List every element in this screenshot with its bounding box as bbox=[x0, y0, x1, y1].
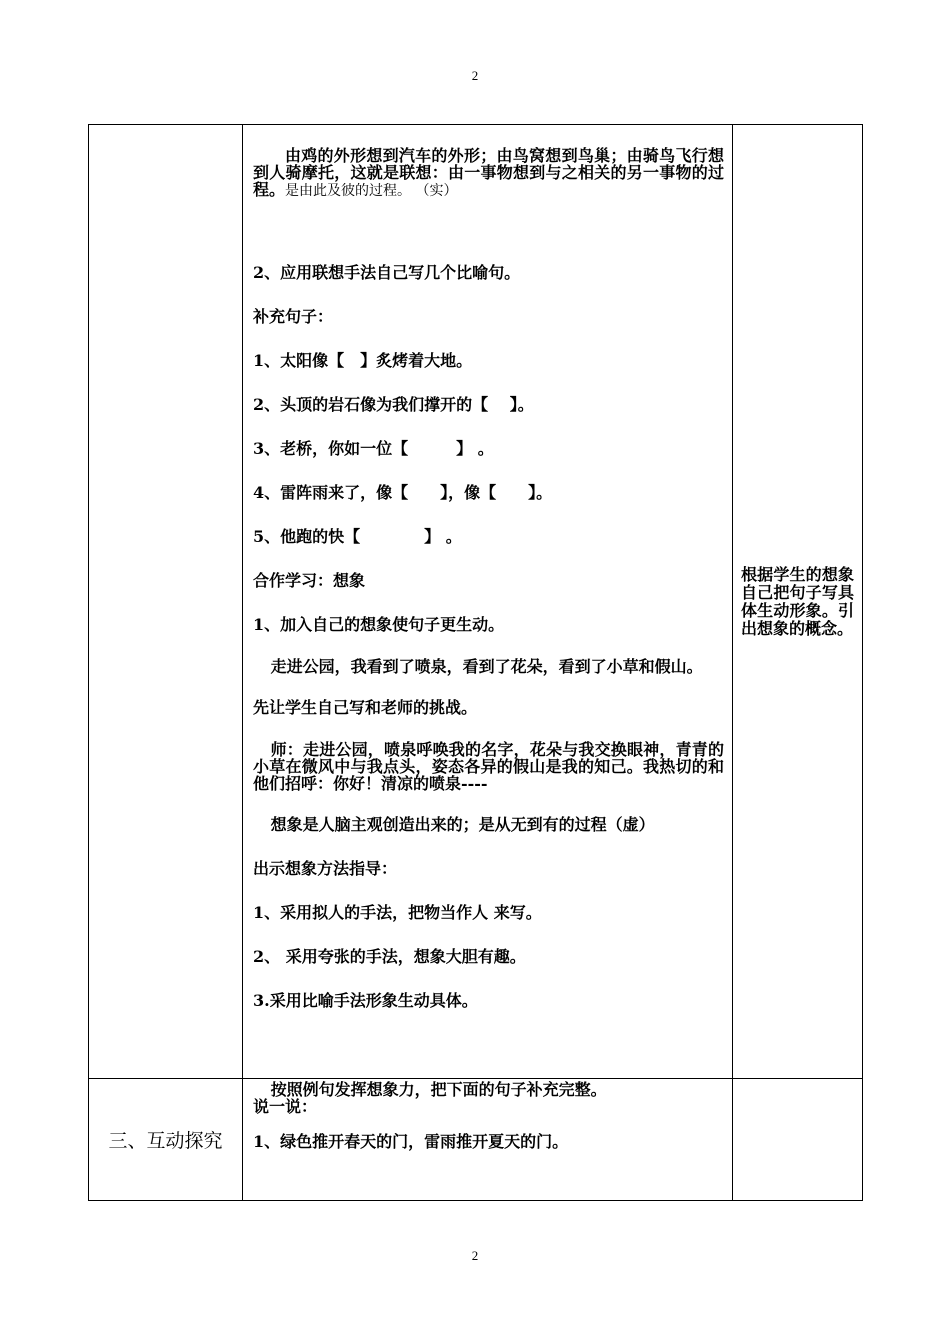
section-cell-empty bbox=[89, 125, 243, 1079]
line-item: 2、头顶的岩石像为我们撑开的【 】。 bbox=[253, 395, 534, 414]
intro-small-text: 是由此及彼的过程。 （实） bbox=[285, 183, 458, 199]
line-item: 5、他跑的快【 】 。 bbox=[253, 527, 462, 546]
line-item: 3、老桥，你如一位【 】 。 bbox=[253, 439, 494, 458]
challenge-line: 先让学生自己写和老师的挑战。 bbox=[253, 698, 478, 717]
method-item: 3.采用比喻手法形象生动具体。 bbox=[253, 991, 478, 1010]
page-number-bottom: 2 bbox=[471, 1248, 479, 1263]
line-item: 补充句子： bbox=[253, 307, 334, 326]
section-title: 三、互动探究 bbox=[89, 1079, 243, 1201]
methods-title: 出示想象方法指导： bbox=[253, 859, 398, 878]
say-line: 说一说： bbox=[253, 1097, 318, 1116]
lesson-plan-table bbox=[88, 124, 863, 1201]
content-cell bbox=[243, 125, 733, 1079]
example-paragraph: 走进公园，我看到了喷泉，看到了花朵，看到了小草和假山。 bbox=[270, 657, 703, 676]
intro-paragraph bbox=[253, 147, 724, 200]
line-item: 合作学习：想象 bbox=[253, 571, 366, 590]
definition-line: 想象是人脑主观创造出来的；是从无到有的过程（虚） bbox=[270, 815, 655, 834]
spacer bbox=[253, 222, 724, 262]
line-item: 2、应用联想手法自己写几个比喻句。 bbox=[253, 263, 521, 282]
table-row bbox=[89, 125, 863, 1079]
page-number-top: 2 bbox=[471, 68, 479, 83]
teacher-paragraph: 师：走进公园，喷泉呼唤我的名字，花朵与我交换眼神，青青的小草在微风中与我点头，姿态各异的假山是我的知己。我热切的和他们招呼：你好！清凉的喷泉---- bbox=[253, 740, 724, 793]
content-cell bbox=[243, 1079, 733, 1201]
instruction-line: 按照例句发挥想象力，把下面的句子补充完整。 bbox=[270, 1080, 607, 1099]
line-item: 4、雷阵雨来了，像【 】，像【 】。 bbox=[253, 483, 553, 502]
line-item: 1、加入自己的想象使句子更生动。 bbox=[253, 615, 505, 634]
note-cell-empty bbox=[733, 1079, 863, 1201]
line-item: 1、太阳像【 】炙烤着大地。 bbox=[253, 351, 473, 370]
intro-text: 由鸡的外形想到汽车的外形；由鸟窝想到鸟巢；由骑鸟飞行想到人骑摩托，这就是联想：由一事物想到与之相关的另一事物的过程。 bbox=[253, 146, 724, 199]
note-cell bbox=[733, 125, 863, 1079]
method-item: 1、采用拟人的手法，把物当作人 来写。 bbox=[253, 903, 542, 922]
method-item: 2、 采用夸张的手法，想象大胆有趣。 bbox=[253, 947, 526, 966]
example-sentence: 1、绿色推开春天的门，雷雨推开夏天的门。 bbox=[253, 1132, 569, 1151]
teaching-note: 根据学生的想象自己把句子写具体生动形象。引出想象的概念。 bbox=[741, 564, 854, 638]
table-row bbox=[89, 1079, 863, 1201]
